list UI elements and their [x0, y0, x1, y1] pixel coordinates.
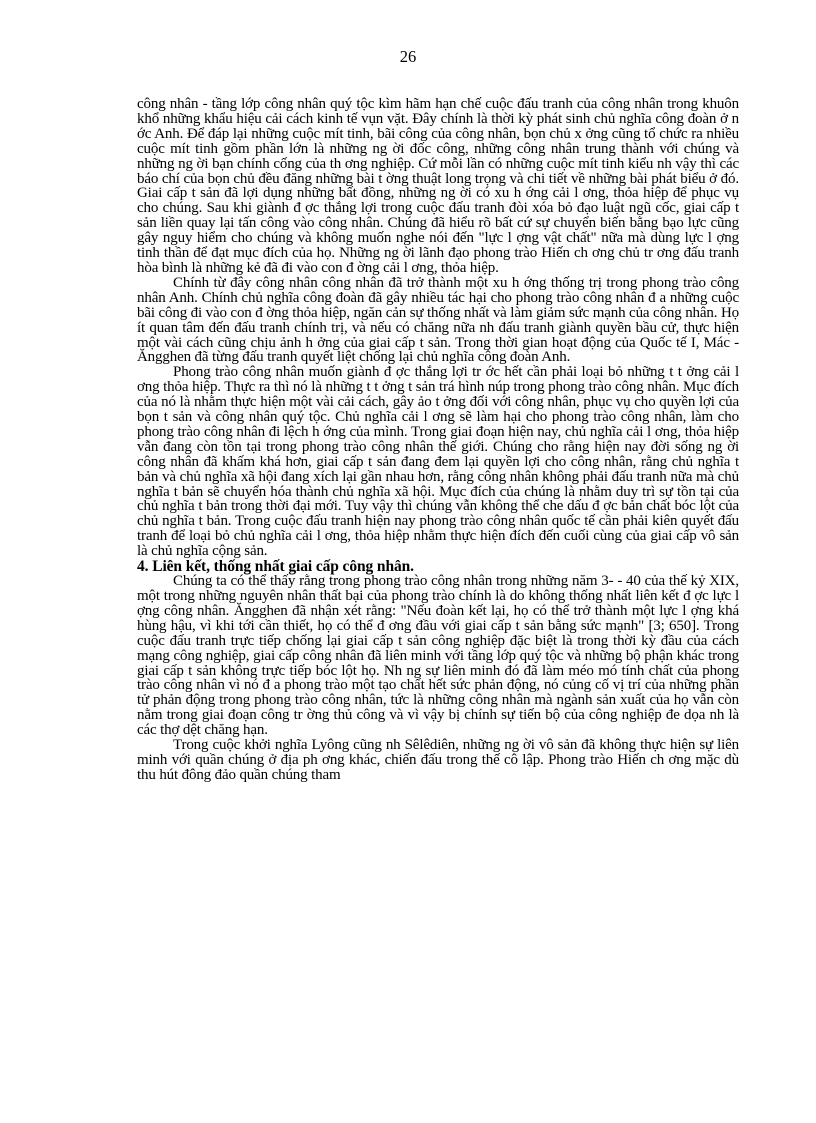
- paragraph: Phong trào công nhân muốn giành đ ợc thắng lợi tr ớc hết cần phải loại bỏ những t t ởng cải l ơng thỏa hiệp. Thực ra thì nó là những t t ởng t sản trá hình núp trong phong trào công nhân. Mục đích của nó là nhằm thực hiện một vài cải cách, gây ảo t ởng đối với công nhân, phục vụ cho quyền lợi của bọn t sản và công nhân quý tộc. Chủ nghĩa cải l ơng sẽ làm hại cho phong trào công nhân, làm cho phong trào công nhân đi lệch h ớng của mình. Trong giai đoạn hiện nay, chủ nghĩa cải l ơng, thỏa hiệp vẫn đang còn tồn tại trong phong trào công nhân thế giới. Chúng cho rằng hiện nay đời sống ng ời công nhân đã khấm khá hơn, giai cấp t sản đang đem lại quyền lợi cho công nhân, rằng chủ nghĩa t bản và chủ nghĩa xã hội đang xích lại gần nhau hơn, rằng công nhân không phải đấu tranh nữa mà chủ nghĩa t bản sẽ chuyển hóa thành chủ nghĩa xã hội. Mục đích của chúng là nhằm duy trì sự tồn tại của chủ nghĩa t bản trong thời đại mới. Tuy vậy thì chúng vẫn không thể che dấu đ ợc bản chất bóc lột của chủ nghĩa t bản. Trong cuộc đấu tranh hiện nay phong trào công nhân quốc tế cần phải kiên quyết đấu tranh để loại bỏ chủ nghĩa cải l ơng, thỏa hiệp nhằm thực hiện đích đến cuối cùng của giai cấp vô sản là chủ nghĩa cộng sản.: [137, 364, 739, 560]
- section-heading: 4. Liên kết, thống nhất giai cấp công nhân.: [137, 558, 414, 576]
- document-body: [137, 97, 739, 783]
- paragraph: công nhân - tầng lớp công nhân quý tộc kìm hãm hạn chế cuộc đấu tranh của công nhân trong khuôn khổ những khẩu hiệu cải cách kinh tế vụn vặt. Đây chính là thời kỳ phát sinh chủ nghĩa công đoàn ở n ớc Anh. Để đáp lại những cuộc mít tinh, bãi công của công nhân, bọn chủ x ởng cũng tổ chức ra nhiều cuộc mít tinh gồm phần lớn là những ng ời đốc công, những công nhân trung thành với chúng và những ng ời bạn chính cống của th ơng nghiệp. Cứ mỗi lần có những cuộc mít tinh kiểu nh vậy thì các báo chí của bọn chủ đều đăng những bài t ờng thuật long trọng và chi tiết về những bài phát biểu ở đó. Giai cấp t sản đã lợi dụng những bất đồng, những ng ời có xu h ớng cải l ơng, thỏa hiệp để phục vụ cho chúng. Sau khi giành đ ợc thắng lợi trong cuộc đấu tranh đòi xóa bỏ đạo luật ngũ cốc, giai cấp t sản liền quay lại tấn công vào công nhân. Chúng đã hiểu rõ bất cứ sự chuyển biến bằng bạo lực cũng gây nguy hiểm cho chúng và không muốn nghe nói đến "lực l ợng vật chất" nữa mà dùng lực l ợng tinh thần để đạt mục đích của họ. Những ng ời lãnh đạo phong trào Hiến ch ơng chủ tr ơng đấu tranh hòa bình là những kẻ đã đi vào con đ ờng cải l ơng, thỏa hiệp.: [137, 96, 739, 276]
- paragraph: Trong cuộc khởi nghĩa Lyông cũng nh Sêlêdiên, những ng ời vô sản đã không thực hiện sự liên minh với quần chúng ở địa ph ơng khác, chiến đấu trong thế cô lập. Phong trào Hiến ch ơng mặc dù thu hút đông đảo quần chúng tham: [137, 737, 739, 783]
- page-number: 26: [399, 47, 417, 66]
- paragraph: Chúng ta có thể thấy rằng trong phong trào công nhân trong những năm 3- - 40 của thế kỷ XIX, một trong những nguyên nhân thất bại của phong trào chính là do không thống nhất liên kết đ ợc lực l ợng công nhân. Ăngghen đã nhận xét rằng: "Nếu đoàn kết lại, họ có thể trở thành một lực l ợng khá hùng hậu, vì khi tới cần thiết, họ có thể đ ơng đầu với giai cấp t sản bằng sức mạnh" [3; 650]. Trong cuộc đấu tranh trực tiếp chống lại giai cấp t sản công nghiệp đặc biệt là trong thời kỳ đầu của cách mạng công nghiệp, giai cấp công nhân đã liên minh với tầng lớp quý tộc và những bộ phận khác trong giai cấp t sản không trực tiếp bóc lột họ. Nh ng sự liên minh đó đã làm méo mó tính chất của phong trào công nhân vì nó đ a phong trào một tạo chất hết sức phản động, nó củng cố vị trí của những phần tử phản động trong phong trào công nhân, tức là những công nhân mà ngành sản xuất của họ vẫn còn nằm trong giai đoạn công tr ờng thủ công và vì vậy bị chính sự tiến bộ của công nghiệp đe dọa nh là các thợ dệt chăng hạn.: [137, 573, 739, 739]
- paragraph: Chính từ đây công nhân công nhân đã trở thành một xu h ớng thống trị trong phong trào công nhân Anh. Chính chủ nghĩa công đoàn đã gây nhiều tác hại cho phong trào công nhân đ a những cuộc bãi công đi vào con đ ờng thỏa hiệp, ngăn cản sự thống nhất và làm giảm sức mạnh của công nhân. Họ ít quan tâm đến đấu tranh chính trị, và nếu có chăng nữa nh đấu tranh giành quyền bầu cử, thực hiện một vài cách cũng chịu ảnh h ởng của giai cấp t sản. Trong thời gian hoạt động của Quốc tế I, Mác - Ăngghen đã từng đấu tranh quyết liệt chống lại chủ nghĩa công đoàn Anh.: [137, 274, 739, 366]
